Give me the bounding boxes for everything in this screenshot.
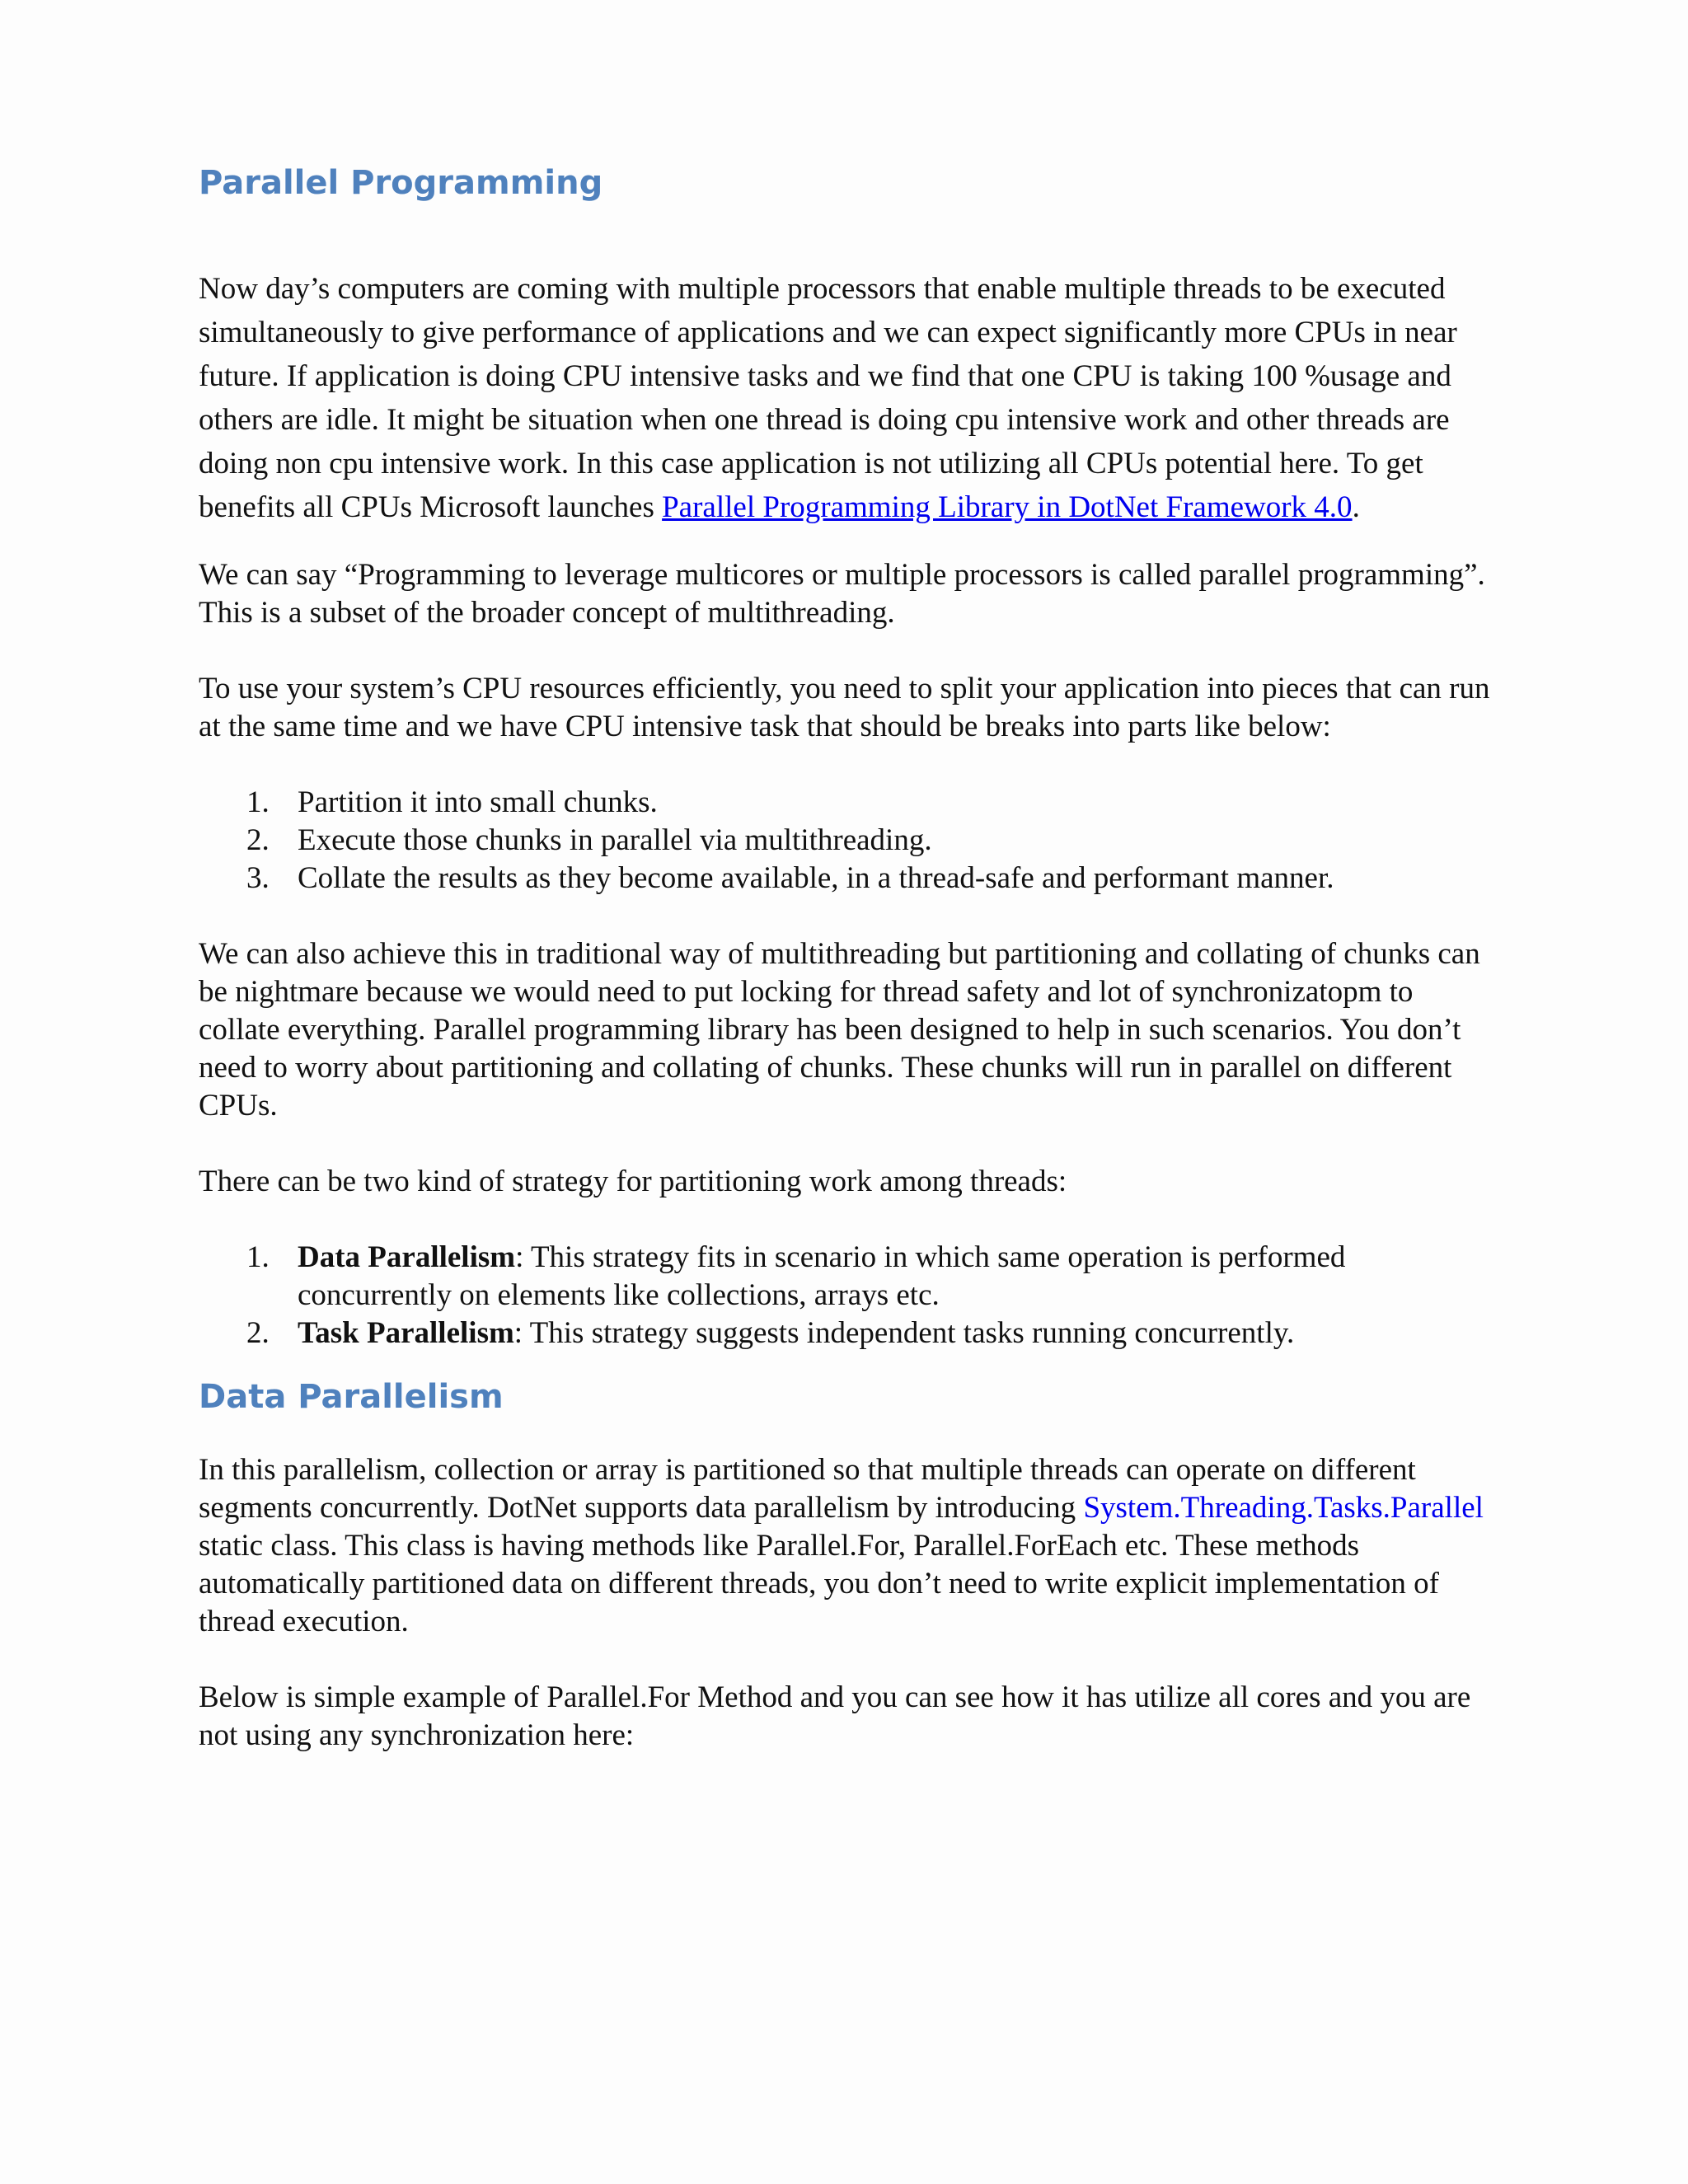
- strategy-intro-paragraph: There can be two kind of strategy for partitioning work among threads:: [199, 1165, 1067, 1198]
- list-item: [199, 1315, 1493, 1352]
- strategy-term: Task Parallelism: [298, 1316, 514, 1350]
- strategy-description: : This strategy suggests independent tasks running concurrently.: [513, 1316, 1295, 1350]
- parallel-class-name: System.Threading.Tasks.Parallel: [1083, 1491, 1484, 1525]
- list-text: Collate the results as they become available, in a thread-safe and performant manner.: [298, 861, 1334, 895]
- list-text: Partition it into small chunks.: [298, 785, 658, 819]
- steps-list: [199, 784, 1493, 898]
- list-item: [199, 1239, 1493, 1315]
- strategies-list: [199, 1239, 1493, 1352]
- list-number: 3.: [246, 861, 270, 895]
- intro-text-end: .: [1352, 490, 1360, 524]
- list-text: Execute those chunks in parallel via multithreading.: [298, 823, 932, 857]
- document-content: [199, 160, 1493, 1755]
- resources-paragraph: To use your system’s CPU resources efficiently, you need to split your application into pieces that can run at the same time and we have CPU intensive task that should be breaks into parts like below:: [199, 672, 1490, 743]
- heading-data-parallelism: Data Parallelism: [199, 1378, 504, 1416]
- example-intro-paragraph: Below is simple example of Parallel.For Method and you can see how it has utilize all cores and you are not using any synchronization here:: [199, 1680, 1471, 1752]
- definition-paragraph: We can say “Programming to leverage multicores or multiple processors is called parallel programming”. This is a subset of the broader concept of multithreading.: [199, 558, 1485, 630]
- traditional-paragraph: We can also achieve this in traditional way of multithreading but partitioning and collating of chunks can be nightmare because we would need to put locking for thread safety and lot of synchronizatopm to collate everything. Parallel programming library has been designed to help in such scenarios. You don’t need to worry about partitioning and collating of chunks. These chunks will run in parallel on different CPUs.: [199, 937, 1480, 1122]
- list-number: 1.: [246, 785, 270, 819]
- data-parallelism-text: In this parallelism, collection or array is partitioned so that multiple threads can operate on different segments concurrently. DotNet supports data parallelism by introducing: [199, 1453, 1416, 1525]
- parallel-library-link[interactable]: Parallel Programming Library in DotNet Framework 4.0: [662, 490, 1353, 524]
- data-parallelism-text-end: static class. This class is having methods like Parallel.For, Parallel.ForEach etc. These methods automatically partitioned data on different threads, you don’t need to write explicit implementation of thread execution.: [199, 1529, 1439, 1638]
- intro-paragraph: [199, 267, 1493, 529]
- list-item: [199, 784, 1493, 822]
- heading-parallel-programming: Parallel Programming: [199, 164, 603, 202]
- strategy-description: : This strategy fits in scenario in which same operation is performed concurrently on elements like collections, arrays etc.: [298, 1240, 1346, 1312]
- list-number: 2.: [246, 1316, 270, 1350]
- data-parallelism-paragraph: [199, 1451, 1493, 1641]
- list-item: [199, 822, 1493, 860]
- intro-text: Now day’s computers are coming with multiple processors that enable multiple threads to be executed simultaneously to give performance of applications and we can expect significantly more CPUs in near future. If application is doing CPU intensive tasks and we find that one CPU is taking 100 %usage and others are idle. It might be situation when one thread is doing cpu intensive work and other threads are doing non cpu intensive work. In this case application is not utilizing all CPUs potential here. To get benefits all CPUs Microsoft launches: [199, 272, 1457, 524]
- list-number: 2.: [246, 823, 270, 857]
- strategy-term: Data Parallelism: [298, 1240, 516, 1274]
- list-item: [199, 860, 1493, 898]
- list-number: 1.: [246, 1240, 270, 1274]
